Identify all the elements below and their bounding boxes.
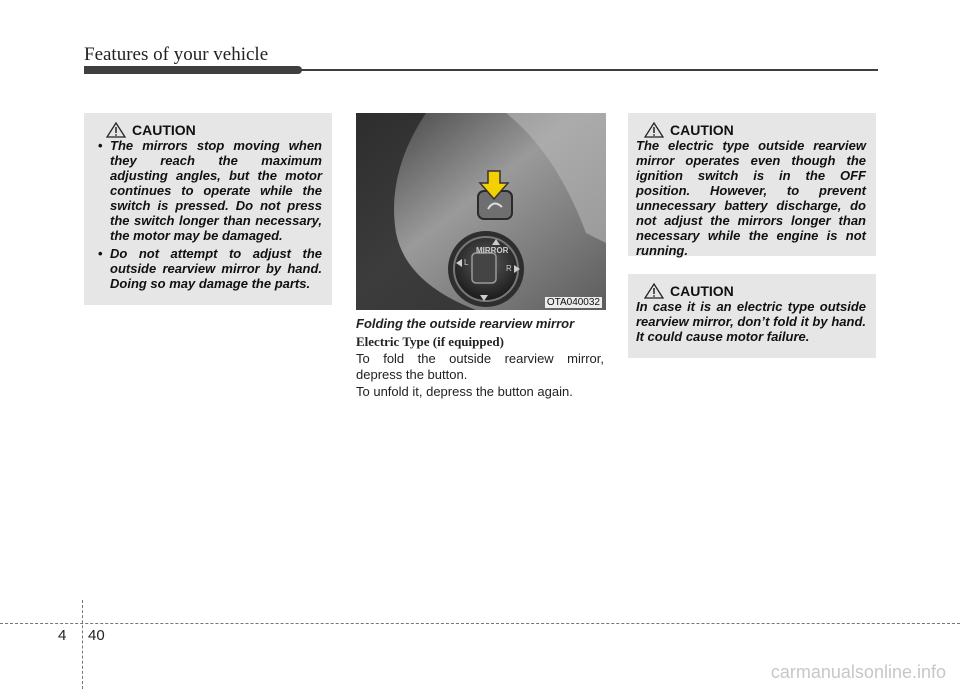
caution-box-right-1 <box>628 113 876 256</box>
warning-icon <box>106 122 126 138</box>
mirror-switch-illustration <box>356 113 606 310</box>
body-paragraph: To fold the outside rearview mirror, depress the button. <box>356 351 604 382</box>
section-number: 4 <box>58 627 67 644</box>
caution-heading: CAUTION <box>644 283 866 299</box>
page-header-title: Features of your vehicle <box>84 44 269 65</box>
caution-box-right-2 <box>628 274 876 358</box>
footer-rule <box>0 623 960 624</box>
caution-text: In case it is an electric type outside rearview mirror, don’t fold it by hand. It could cause motor failure. <box>636 299 866 344</box>
page-number: 40 <box>88 627 105 644</box>
warning-icon <box>644 283 664 299</box>
left-label: L <box>464 258 469 267</box>
caution-heading: CAUTION <box>644 122 866 138</box>
figure-caption: Folding the outside rearview mirror <box>356 316 575 331</box>
mirror-label: MIRROR <box>476 246 509 255</box>
warning-icon <box>644 122 664 138</box>
caution-heading: CAUTION <box>106 122 322 138</box>
caution-bullet: • Do not attempt to adjust the outside rearview mirror by hand. Doing so may damage the parts. <box>98 246 322 291</box>
figure-code: OTA040032 <box>546 297 600 308</box>
mirror-switch-photo <box>356 113 606 310</box>
caution-text <box>98 138 322 291</box>
caution-box-left <box>84 113 332 305</box>
section-subheading: Electric Type (if equipped) <box>356 334 504 349</box>
header-rule <box>300 69 878 71</box>
right-label: R <box>506 264 512 273</box>
watermark: carmanualsonline.info <box>770 662 946 682</box>
caution-text: The electric type outside rearview mirror operates even though the ignition switch is in the OFF position. However, to prevent unnecessary battery discharge, do not adjust the mirrors longer than necessary while the engine is not running. <box>636 138 866 258</box>
body-paragraph: To unfold it, depress the button again. <box>356 384 573 399</box>
caution-bullet: • The mirrors stop moving when they reach the maximum adjusting angles, but the motor continues to operate while the switch is pressed. Do not press the switch longer than necessary, the motor may be damaged. <box>98 138 322 243</box>
header-bar <box>84 66 302 74</box>
footer-divider <box>82 600 83 689</box>
